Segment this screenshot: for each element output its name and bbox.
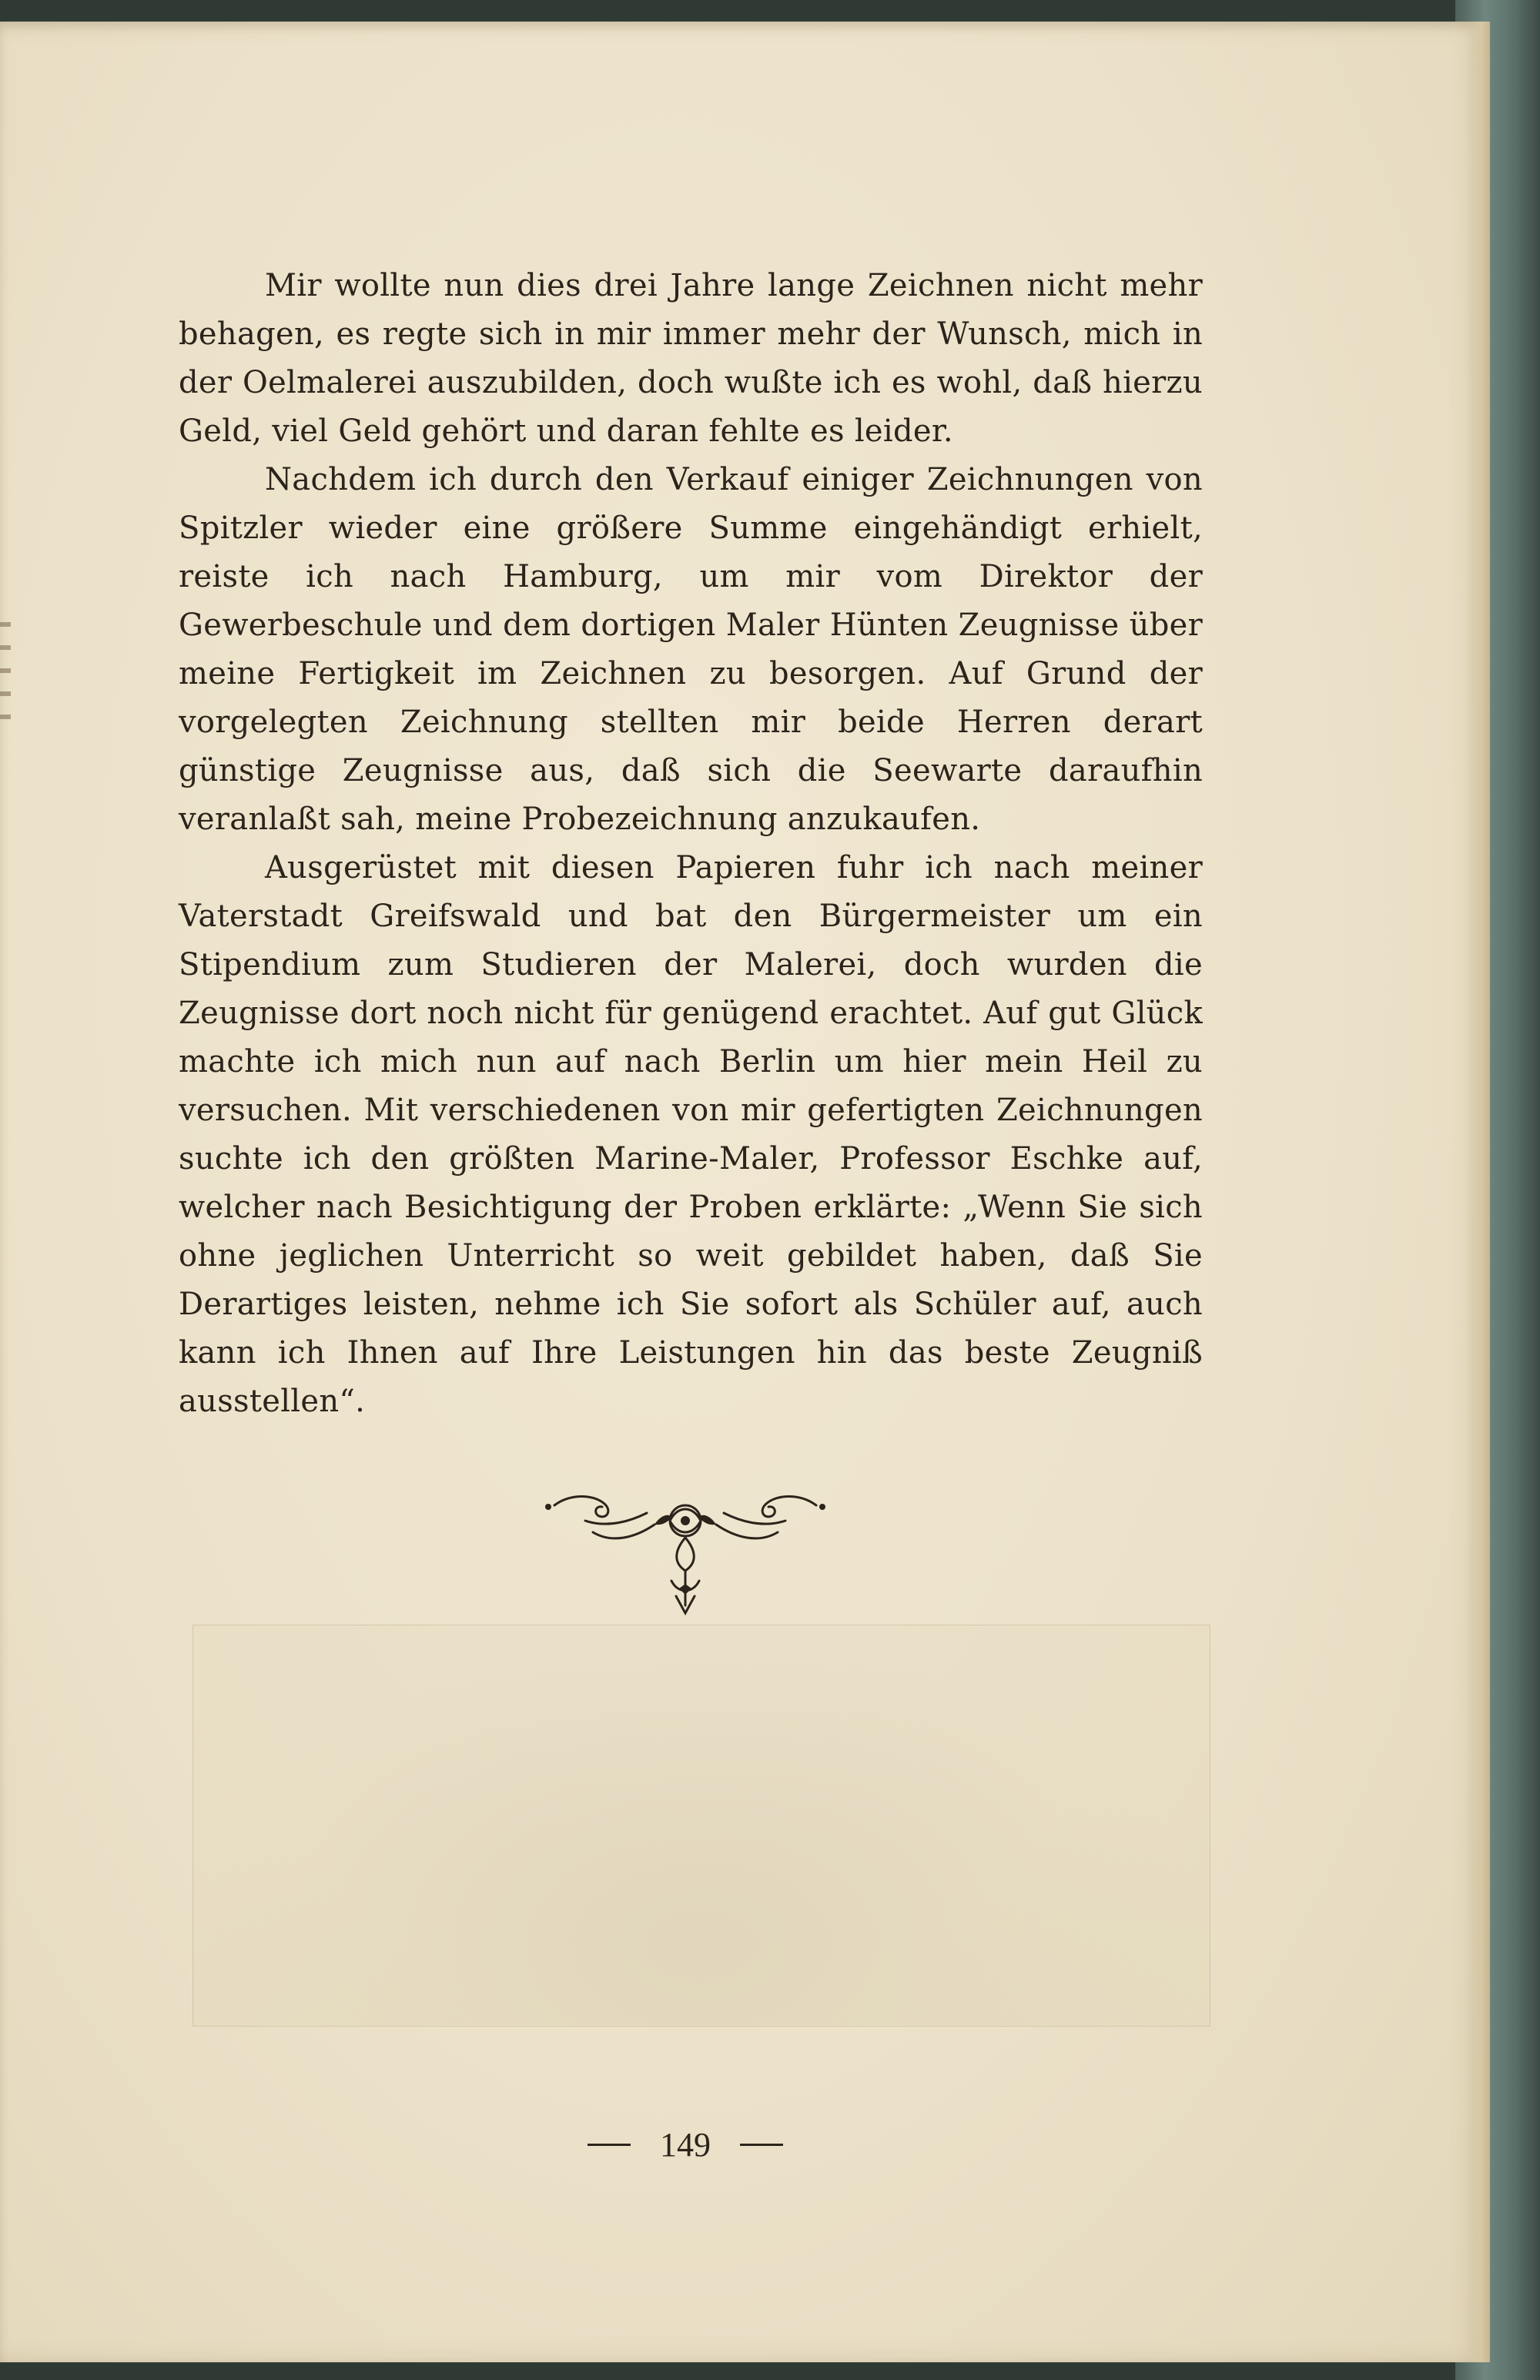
binding-thread-marks: [0, 622, 11, 730]
right-dash: [740, 2144, 783, 2146]
body-text: [179, 262, 1203, 1426]
paragraph-2: Nachdem ich durch den Verkauf einiger Zeichnungen von Spitzler wieder eine größere Summe eingehändigt erhielt, reiste ich nach Hamburg, um mir vom Direktor der Gewerbeschule und dem dortigen Maler Hünten Zeugnisse über meine Fertigkeit im Zeichnen zu besorgen. Auf Grund der vorgelegten Zeichnung stellten mir beide Herren derart günstige Zeugnisse aus, daß sich die Seewarte daraufhin veranlaßt sah, meine Probezeichnung anzukaufen.: [179, 462, 1203, 837]
page-number: 149: [660, 2125, 711, 2164]
plate-shading: [194, 1626, 1209, 2025]
left-dash: [588, 2144, 631, 2146]
page-edge-shadow: [1467, 22, 1490, 2362]
faint-illustration-plate: [192, 1625, 1210, 2027]
paragraph-1: Mir wollte nun dies drei Jahre lange Zeichnen nicht mehr behagen, es regte sich in mir immer mehr der Wunsch, mich in der Oelmalerei auszubilden, doch wußte ich es wohl, daß hierzu Geld, viel Geld gehört und daran fehlte es leider.: [179, 268, 1203, 449]
page-footer: [539, 2121, 832, 2167]
paragraph-3: Ausgerüstet mit diesen Papieren fuhr ich nach meiner Vaterstadt Greifswald und bat den Bürgermeister um ein Stipendium zum Studieren der Malerei, doch wurden die Zeugnisse dort noch nicht für genügend erachtet. Auf gut Glück machte ich mich nun auf nach Berlin um hier mein Heil zu versuchen. Mit verschiedenen von mir gefertigten Zeichnungen suchte ich den größten Marine-Maler, Professor Eschke auf, welcher nach Besichtigung der Proben erklärte: „Wenn Sie sich ohne jeglichen Unterricht so weit gebildet haben, daß Sie Derartiges leisten, nehme ich Sie sofort als Schüler auf, auch kann ich Ihnen auf Ihre Leistungen hin das beste Zeugniß ausstellen“.: [179, 850, 1203, 1419]
floral-vignette-ornament-icon: [539, 1490, 832, 1625]
